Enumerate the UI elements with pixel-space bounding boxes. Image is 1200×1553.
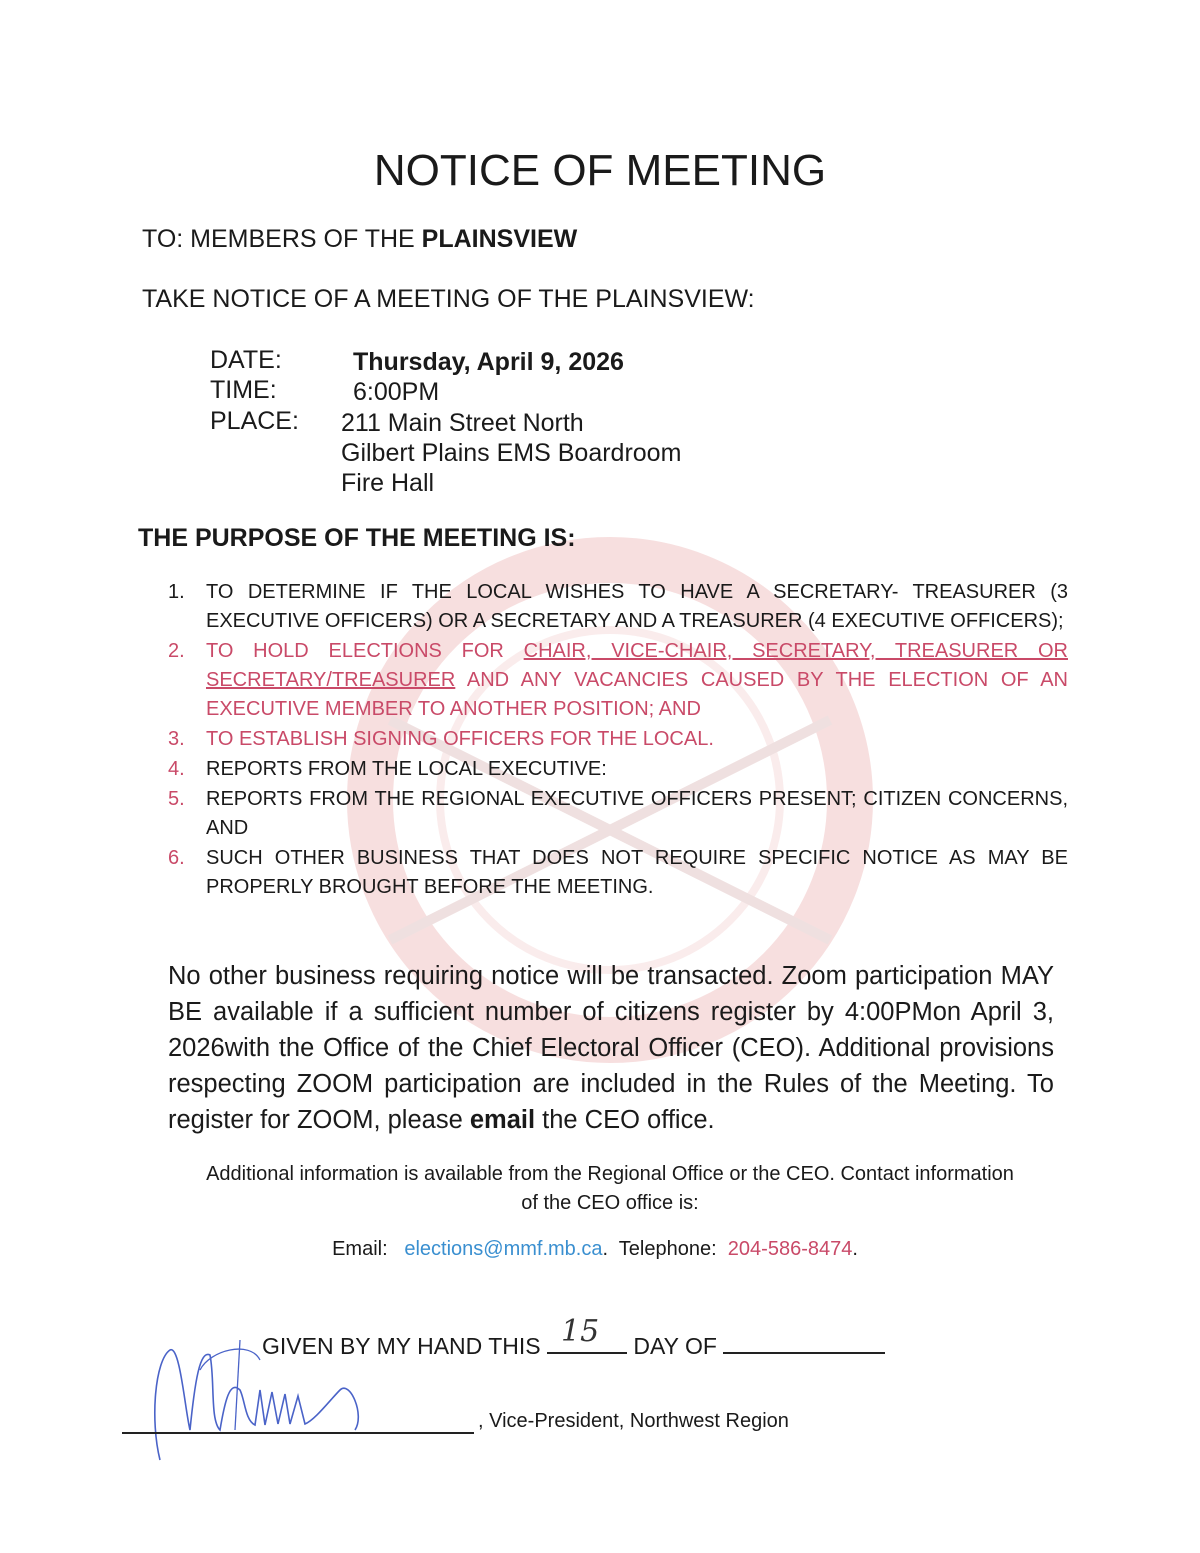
recipient-prefix: TO: MEMBERS OF THE xyxy=(142,225,422,253)
agenda-item xyxy=(168,725,1068,754)
given-prefix: GIVEN BY MY HAND THIS xyxy=(262,1333,541,1359)
item-number: 6. xyxy=(168,847,185,869)
signature-line xyxy=(122,1432,474,1434)
agenda-item xyxy=(168,755,1068,784)
contact-line xyxy=(0,1238,1190,1261)
date-value: Thursday, April 9, 2026 xyxy=(353,348,624,376)
recipient-line xyxy=(142,225,577,254)
email-label: Email: xyxy=(332,1238,388,1260)
item-text: REPORTS FROM THE LOCAL EXECUTIVE: xyxy=(206,758,607,780)
signatory-title: , Vice-President, Northwest Region xyxy=(478,1410,789,1432)
item-number: 5. xyxy=(168,788,185,810)
item-number: 3. xyxy=(168,728,185,750)
time-label: TIME: xyxy=(210,376,277,404)
month-blank xyxy=(723,1330,885,1354)
paragraph-bold: email xyxy=(469,1106,536,1134)
phone-label: Telephone: xyxy=(618,1238,717,1260)
separator: . xyxy=(852,1238,858,1260)
given-middle: DAY OF xyxy=(633,1333,717,1359)
place-line: Gilbert Plains EMS Boardroom xyxy=(341,439,682,467)
item-text: TO ESTABLISH SIGNING OFFICERS FOR THE LOCAL. xyxy=(206,728,714,750)
item-number: 1. xyxy=(168,581,185,603)
item-number: 4. xyxy=(168,758,185,780)
item-text: TO DETERMINE IF THE LOCAL WISHES TO HAVE A SECRETARY- TREASURER (3 EXECUTIVE OFFICERS) OR A SECRETARY AND A TREASURER (4 EXECUTIVE OFFICERS); xyxy=(206,581,1068,632)
recipient-name: PLAINSVIEW xyxy=(421,225,578,253)
item-text: AND ANY VACANCIES CAUSED BY THE ELECTION OF AN EXECUTIVE MEMBER TO ANOTHER POSITION; AND xyxy=(206,669,1068,720)
email-link[interactable]: elections@mmf.mb.ca xyxy=(404,1238,603,1260)
time-value: 6:00PM xyxy=(353,378,440,406)
day-blank xyxy=(547,1314,627,1354)
separator: . xyxy=(602,1238,609,1260)
handwritten-day: 15 xyxy=(561,1314,600,1349)
paragraph-text: the CEO office. xyxy=(535,1106,715,1134)
item-text: SUCH OTHER BUSINESS THAT DOES NOT REQUIRE SPECIFIC NOTICE AS MAY BE PROPERLY BROUGHT BEFORE THE MEETING. xyxy=(206,847,1068,898)
page-title: NOTICE OF MEETING xyxy=(373,146,827,195)
item-text: TO HOLD ELECTIONS FOR xyxy=(206,640,524,662)
item-text: REPORTS FROM THE REGIONAL EXECUTIVE OFFICERS PRESENT; CITIZEN CONCERNS, AND xyxy=(206,788,1068,839)
date-label: DATE: xyxy=(210,346,282,374)
agenda-item xyxy=(168,578,1068,636)
agenda-list xyxy=(168,578,1068,903)
signature xyxy=(140,1320,380,1480)
purpose-heading: THE PURPOSE OF THE MEETING IS: xyxy=(138,524,576,552)
notice-paragraph xyxy=(168,958,1054,1138)
contact-info-text: Additional information is available from the Regional Office or the CEO. Contact information of the CEO office is: xyxy=(206,1163,1014,1214)
place-label: PLACE: xyxy=(210,407,299,435)
contact-info xyxy=(0,1160,1200,1218)
phone-number: 204-586-8474 xyxy=(727,1238,853,1260)
agenda-item xyxy=(168,844,1068,902)
agenda-item xyxy=(168,785,1068,843)
place-line: Fire Hall xyxy=(341,469,435,497)
agenda-item xyxy=(168,637,1068,724)
item-number: 2. xyxy=(168,640,185,662)
item-text-underlined: CHAIR, VICE-CHAIR, SECRETARY, TREASURER OR SECRETARY/TREASURER xyxy=(206,640,1068,691)
paragraph-text: No other business requiring notice will be transacted. Zoom participation MAY BE available if a sufficient number of citizens register by 4:00PMon April 3, 2026with the Office of the Chief Electoral Officer (CEO). Additional provisions respecting ZOOM participation are included in the Rules of the Meeting. To register for ZOOM, please xyxy=(168,962,1054,1134)
take-notice-line: TAKE NOTICE OF A MEETING OF THE PLAINSVIEW: xyxy=(142,285,755,313)
place-line: 211 Main Street North xyxy=(341,409,584,437)
